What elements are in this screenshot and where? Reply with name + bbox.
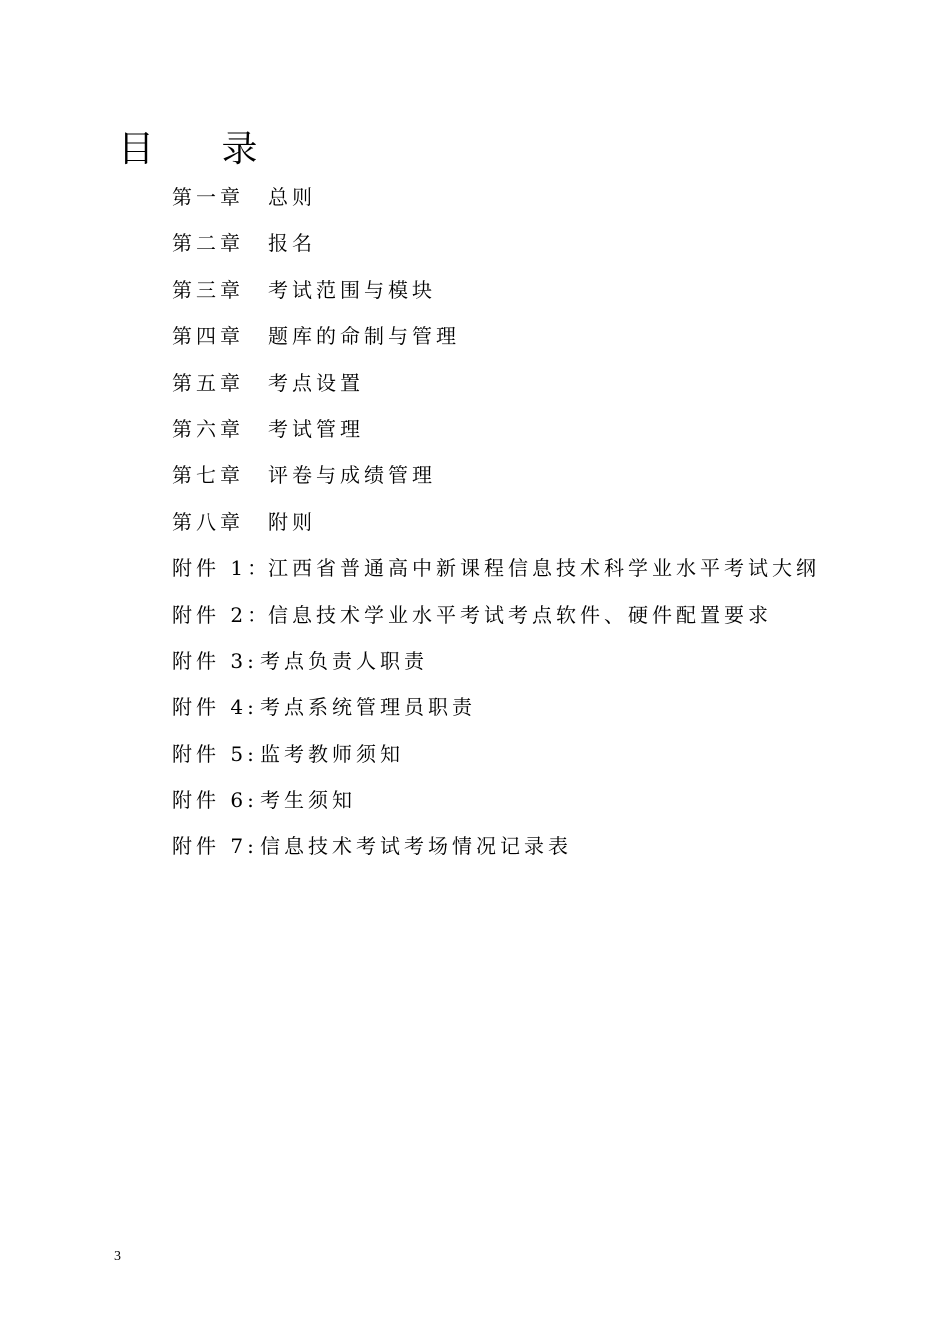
page-number: 3 bbox=[114, 1249, 121, 1264]
chapter-label: 第七章 bbox=[172, 463, 244, 488]
toc-item-attachment-3[interactable] bbox=[172, 640, 820, 686]
attachment-title: 监考教师须知 bbox=[260, 741, 404, 766]
chapter-label: 第六章 bbox=[172, 416, 244, 441]
attachment-label: 附件 2： bbox=[172, 602, 272, 627]
attachment-title: 信息技术学业水平考试考点软件、硬件配置要求 bbox=[268, 602, 772, 627]
chapter-title: 报名 bbox=[268, 231, 316, 256]
chapter-label: 第一章 bbox=[172, 185, 244, 209]
attachment-title: 信息技术考试考场情况记录表 bbox=[260, 834, 572, 859]
chapter-title: 考试管理 bbox=[268, 416, 364, 441]
attachment-title: 考点负责人职责 bbox=[260, 648, 428, 673]
toc-item-chapter-4[interactable] bbox=[172, 315, 820, 361]
chapter-label: 第二章 bbox=[172, 231, 244, 256]
toc-item-attachment-5[interactable] bbox=[172, 733, 820, 779]
attachment-label: 附件 5: bbox=[172, 741, 258, 766]
toc-item-chapter-1[interactable] bbox=[172, 176, 820, 222]
toc-item-attachment-2[interactable] bbox=[172, 594, 820, 640]
toc-item-attachment-1[interactable] bbox=[172, 547, 820, 593]
attachment-label: 附件 4: bbox=[172, 695, 258, 720]
toc-title: 目 录 bbox=[118, 129, 286, 170]
toc-item-chapter-5[interactable] bbox=[172, 362, 820, 408]
chapter-title: 总则 bbox=[268, 185, 316, 209]
chapter-label: 第四章 bbox=[172, 324, 244, 349]
toc-item-chapter-2[interactable] bbox=[172, 222, 820, 268]
attachment-label: 附件 1： bbox=[172, 556, 272, 581]
chapter-title: 考点设置 bbox=[268, 370, 364, 395]
attachment-label: 附件 6: bbox=[172, 788, 258, 813]
chapter-title: 考试范围与模块 bbox=[268, 277, 436, 302]
attachment-label: 附件 7: bbox=[172, 834, 258, 859]
chapter-label: 第五章 bbox=[172, 370, 244, 395]
toc-item-chapter-6[interactable] bbox=[172, 408, 820, 454]
attachment-label: 附件 3: bbox=[172, 648, 258, 673]
attachment-title: 江西省普通高中新课程信息技术科学业水平考试大纲 bbox=[268, 556, 820, 581]
toc-item-attachment-7[interactable] bbox=[172, 825, 820, 871]
chapter-title: 附则 bbox=[268, 509, 316, 534]
toc-item-attachment-4[interactable] bbox=[172, 686, 820, 732]
toc-item-chapter-3[interactable] bbox=[172, 269, 820, 315]
chapter-label: 第三章 bbox=[172, 277, 244, 302]
toc-item-attachment-6[interactable] bbox=[172, 779, 820, 825]
attachment-title: 考生须知 bbox=[260, 788, 356, 813]
toc-list bbox=[172, 176, 820, 872]
chapter-label: 第八章 bbox=[172, 509, 244, 534]
chapter-title: 题库的命制与管理 bbox=[268, 324, 460, 349]
toc-item-chapter-8[interactable] bbox=[172, 501, 820, 547]
chapter-title: 评卷与成绩管理 bbox=[268, 463, 436, 488]
attachment-title: 考点系统管理员职责 bbox=[260, 695, 476, 720]
toc-item-chapter-7[interactable] bbox=[172, 454, 820, 500]
